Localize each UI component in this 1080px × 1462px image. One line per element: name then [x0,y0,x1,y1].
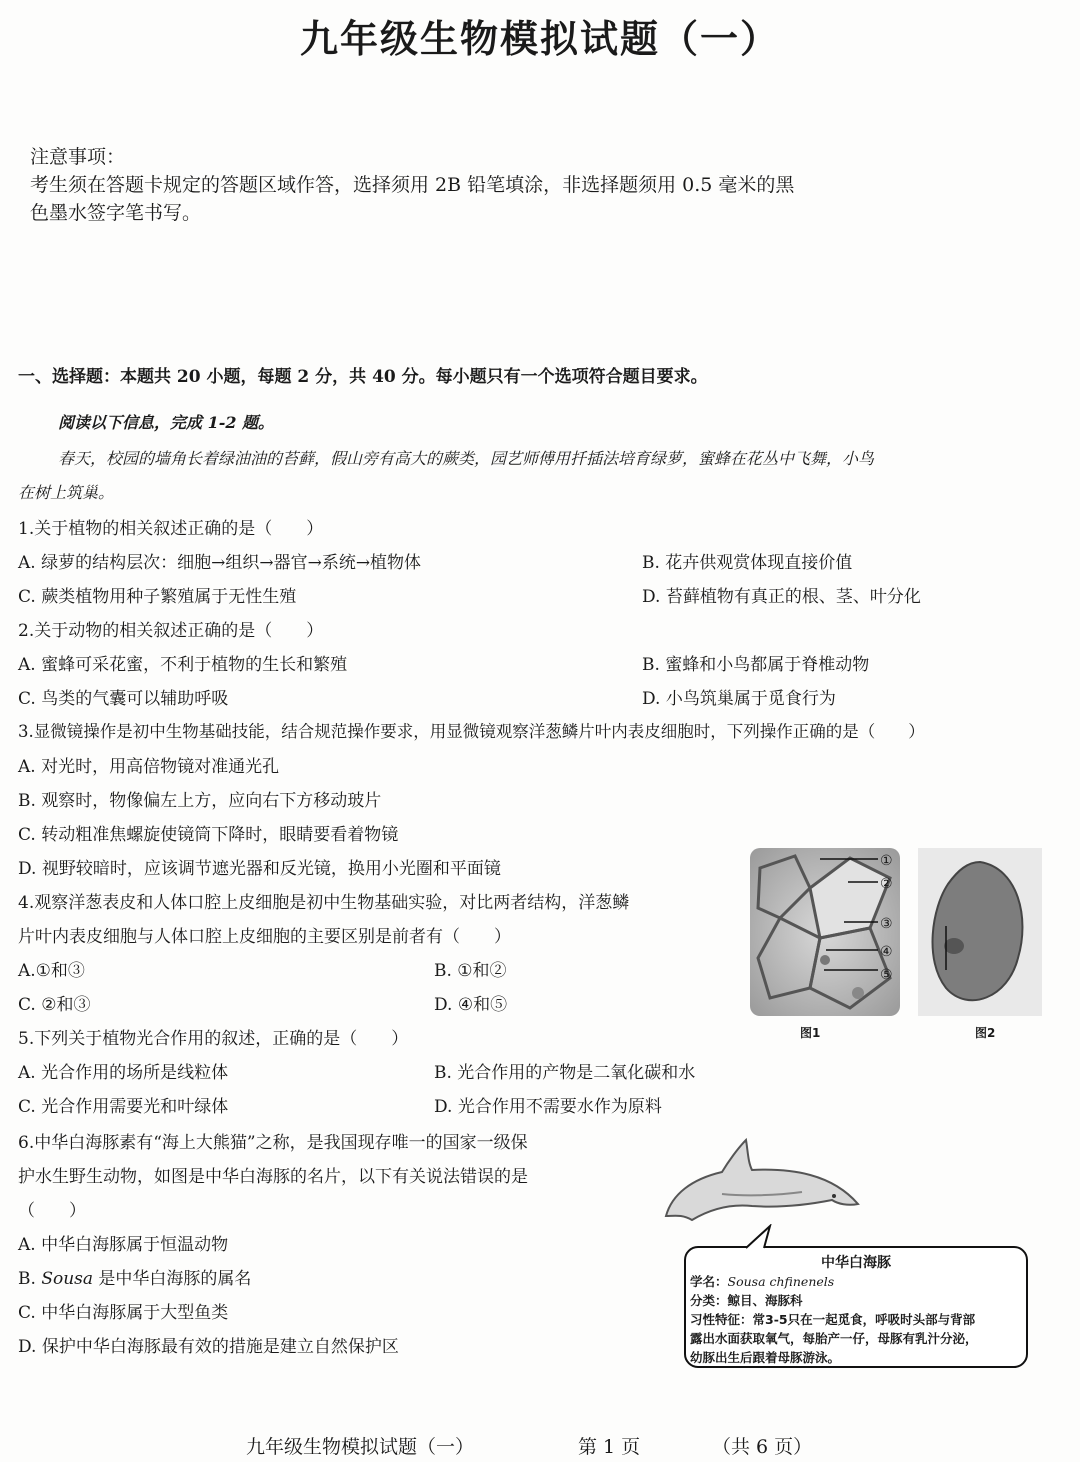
q4-option-d: D. ④和⑤ [434,995,508,1015]
reading-prompt: 阅读以下信息，完成 1-2 题。 [58,413,275,432]
notice-line-2: 色墨水签字笔书写。 [30,202,202,224]
q2-option-b: B. 蜜蜂和小鸟都属于脊椎动物 [642,655,870,675]
q6-option-d: D. 保护中华白海豚最有效的措施是建立自然保护区 [18,1337,399,1357]
q1-option-b: B. 花卉供观赏体现直接价值 [642,553,853,573]
notice-heading: 注意事项： [30,146,126,168]
q4-option-b: B. ①和② [434,961,507,981]
q5-stem: 5.下列关于植物光合作用的叙述，正确的是（ ） [18,1029,409,1049]
q2-option-a: A. 蜜蜂可采花蜜，不利于植物的生长和繁殖 [18,655,348,675]
q1-stem: 1.关于植物的相关叙述正确的是（ ） [18,519,324,539]
q1-option-d: D. 苔藓植物有真正的根、茎、叶分化 [642,587,921,607]
q5-option-d: D. 光合作用不需要水作为原料 [434,1097,662,1117]
footer-total-pages: （共 6 页） [712,1436,813,1458]
q3-option-a: A. 对光时，用高倍物镜对准通光孔 [18,757,280,777]
figure-label-lines [810,848,910,988]
figure-1-caption: 图1 [800,1026,821,1040]
label-5: ⑤ [880,967,893,983]
figure-2-label-lines [932,920,952,980]
q5-option-a: A. 光合作用的场所是线粒体 [18,1063,229,1083]
label-4: ④ [880,944,893,960]
section-heading: 一、选择题：本题共 20 小题，每题 2 分，共 40 分。每小题只有一个选项符合题目要求。 [18,367,708,387]
q2-option-c: C. 鸟类的气囊可以辅助呼吸 [18,689,229,709]
q3-option-b: B. 观察时，物像偏左上方，应向右下方移动玻片 [18,791,382,811]
footer-title: 九年级生物模拟试题（一） [246,1436,475,1458]
q6-stem-line-3: （ ） [18,1201,86,1221]
page-title: 九年级生物模拟试题（一） [299,17,780,61]
label-1: ① [880,853,893,869]
q3-option-d: D. 视野较暗时，应该调节遮光器和反光镜，换用小光圈和平面镜 [18,859,501,879]
card-habit-line-3: 幼豚出生后跟着母豚游泳。 [690,1350,841,1365]
q4-stem-line-1: 4.观察洋葱表皮和人体口腔上皮细胞是初中生物基础实验，对比两者结构，洋葱鳞 [18,893,630,913]
card-classification: 分类：鲸目、海豚科 [690,1293,803,1308]
q2-stem: 2.关于动物的相关叙述正确的是（ ） [18,621,324,641]
q2-option-d: D. 小鸟筑巢属于觅食行为 [642,689,836,709]
q1-option-a: A. 绿萝的结构层次：细胞→组织→器官→系统→植物体 [18,553,422,573]
q6-option-b [18,1264,251,1289]
q6-stem-line-1: 6.中华白海豚素有“海上大熊猫”之称，是我国现存唯一的国家一级保 [18,1133,528,1153]
q4-stem-line-2: 片叶内表皮细胞与人体口腔上皮细胞的主要区别是前者有（ ） [18,927,511,947]
label-3: ③ [880,916,893,932]
dolphin-illustration [662,1134,862,1224]
q4-option-a: A.①和③ [18,961,85,981]
q3-option-c: C. 转动粗准焦螺旋使镜筒下降时，眼睛要看着物镜 [18,825,399,845]
q6-option-b-genus: Sousa [41,1269,94,1289]
q4-option-c: C. ②和③ [18,995,91,1015]
notice-line-1: 考生须在答题卡规定的答题区域作答，选择须用 2B 铅笔填涂，非选择题须用 0.5 毫米的黑 [30,174,795,196]
card-habit-line-2: 露出水面获取氧气，每胎产一仔，母豚有乳汁分泌， [690,1331,978,1346]
dolphin-info-card [684,1246,1028,1368]
figure-2-caption: 图2 [975,1026,996,1040]
card-pointer [744,1224,784,1250]
reading-line-1: 春天，校园的墙角长着绿油油的苔藓，假山旁有高大的蕨类，园艺师傅用扦插法培育绿萝，蜜蜂在花丛中飞舞，小鸟 [58,449,875,468]
card-title: 中华白海豚 [821,1255,891,1271]
q6-stem-line-2: 护水生野生动物，如图是中华白海豚的名片，以下有关说法错误的是 [18,1167,528,1187]
q6-option-c: C. 中华白海豚属于大型鱼类 [18,1303,229,1323]
card-sci-value: Sousa chfinenels [727,1274,835,1289]
figure-labels [880,850,893,987]
card-habit-line-1: 习性特征：常3-5只在一起觅食，呼吸时头部与背部 [690,1312,976,1327]
q6-option-b-prefix: B. [18,1269,42,1289]
q6-option-b-rest: 是中华白海豚的属名 [93,1269,252,1289]
card-scientific-name [690,1272,834,1290]
footer-page-number: 第 1 页 [578,1436,641,1458]
card-sci-label: 学名： [690,1274,728,1289]
reading-line-2: 在树上筑巢。 [18,483,115,502]
q5-option-c: C. 光合作用需要光和叶绿体 [18,1097,229,1117]
q6-option-a: A. 中华白海豚属于恒温动物 [18,1235,229,1255]
label-2: ② [880,876,893,892]
q5-option-b: B. 光合作用的产物是二氧化碳和水 [434,1063,696,1083]
q1-option-c: C. 蕨类植物用种子繁殖属于无性生殖 [18,587,297,607]
q3-stem: 3.显微镜操作是初中生物基础技能，结合规范操作要求，用显微镜观察洋葱鳞片叶内表皮细胞时，下列操作正确的是（ ） [18,722,925,741]
